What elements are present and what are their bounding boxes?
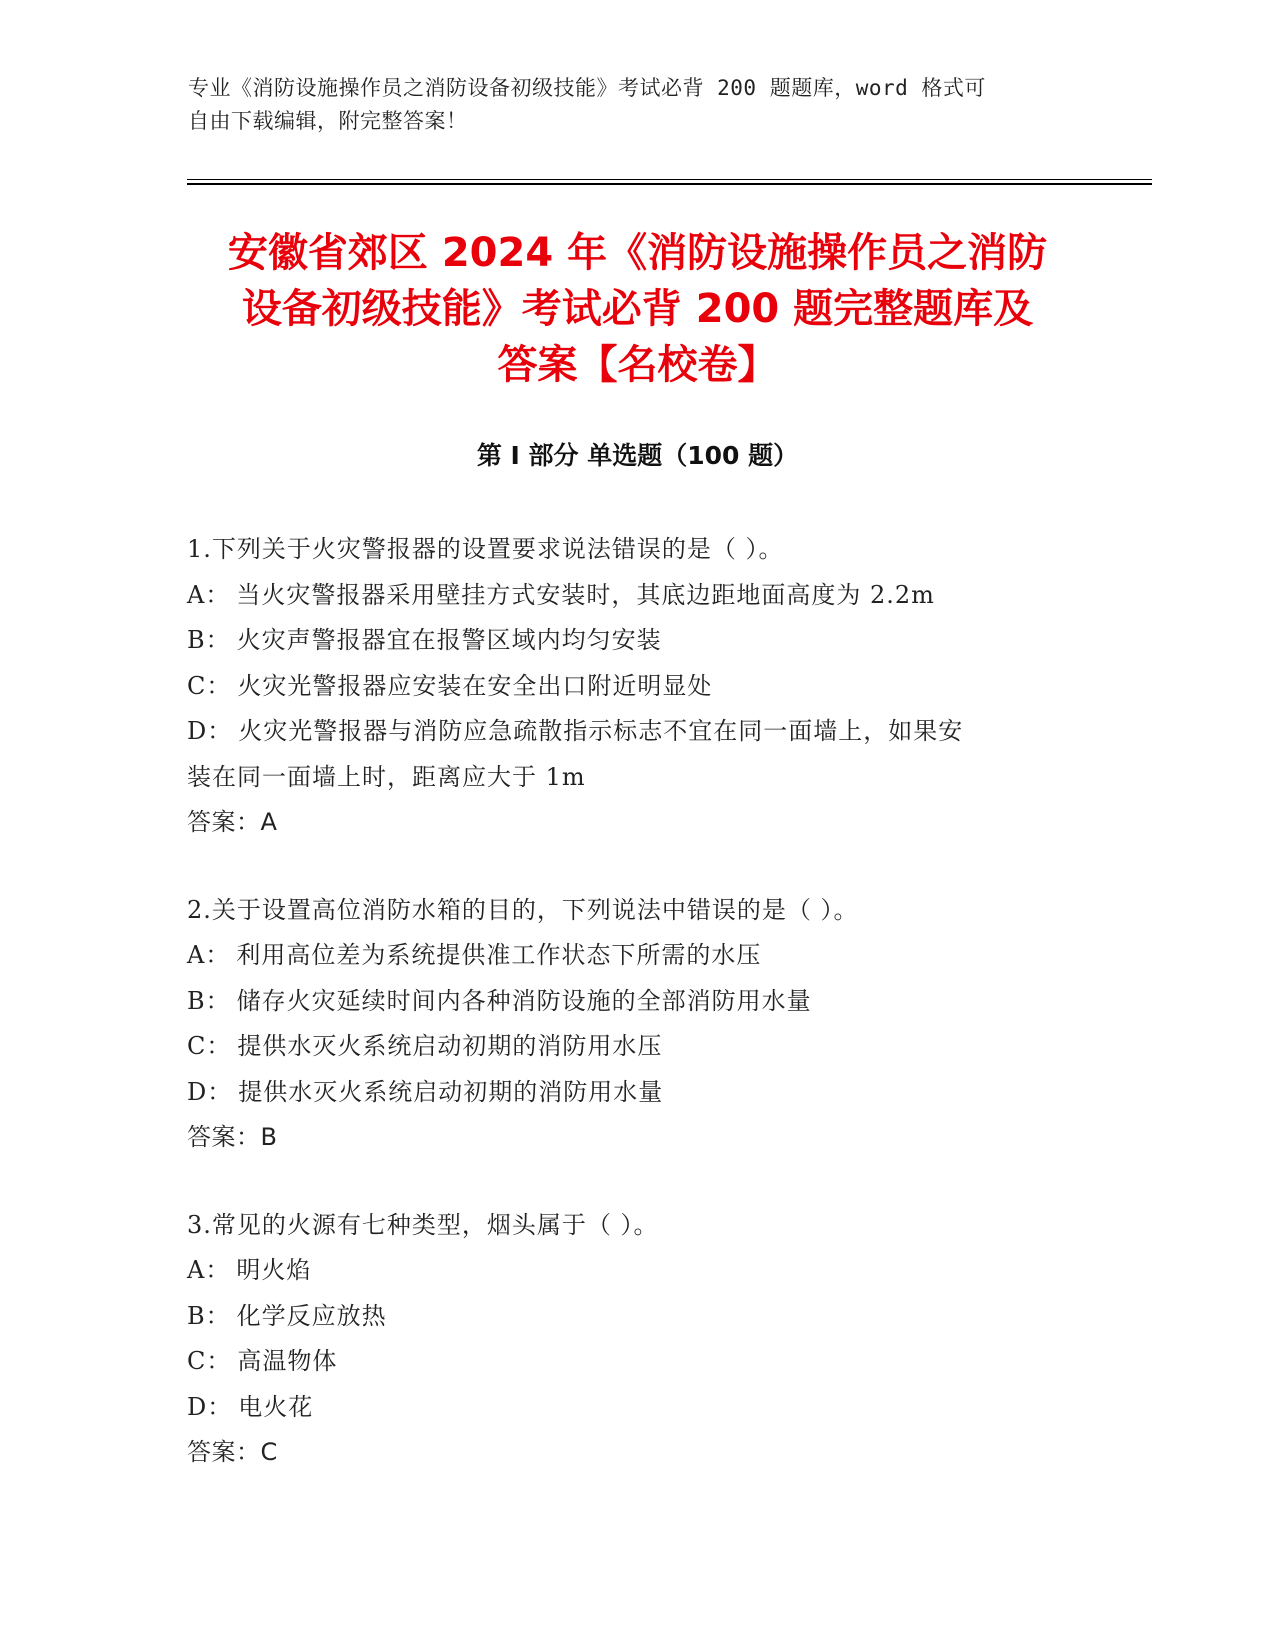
option-key: B： <box>187 1301 231 1330</box>
question-stem: 1.下列关于火灾警报器的设置要求说法错误的是（ ）。 <box>187 535 784 563</box>
option-d <box>187 709 1087 755</box>
option-key: B： <box>187 626 231 654</box>
option-a <box>187 1248 1087 1294</box>
option-key: B： <box>187 986 231 1015</box>
option-text: 储存火灾延续时间内各种消防设施的全部消防用水量 <box>236 986 812 1015</box>
option-text: 当火灾警报器采用壁挂方式安装时，其底边距地面高度为 2.2m <box>236 580 935 609</box>
option-c <box>187 1339 1087 1385</box>
header-note <box>188 72 1068 138</box>
option-d <box>187 1385 1087 1431</box>
answer: 答案：A <box>187 808 278 836</box>
document-title <box>130 225 1145 393</box>
answer: 答案：B <box>187 1123 278 1151</box>
header-divider-top <box>187 179 1152 180</box>
option-key: D： <box>187 1077 233 1106</box>
option-key: C： <box>187 671 232 700</box>
question-stem: 2.关于设置高位消防水箱的目的，下列说法中错误的是（ ）。 <box>187 895 859 924</box>
option-text: 提供水灭火系统启动初期的消防用水压 <box>237 1032 663 1060</box>
option-key: A： <box>187 580 231 609</box>
title-line-2: 设备初级技能》考试必背 200 题完整题库及 <box>241 286 1034 332</box>
answer: 答案：C <box>187 1438 278 1466</box>
question-3 <box>187 1203 1087 1476</box>
option-text: 提供水灭火系统启动初期的消防用水量 <box>238 1077 664 1106</box>
option-b <box>187 979 1087 1025</box>
option-key: A： <box>187 941 231 969</box>
title-line-3: 答案【名校卷】 <box>497 342 778 388</box>
header-note-line-1: 专业《消防设施操作员之消防设备初级技能》考试必背 200 题题库，word 格式可 <box>188 76 986 100</box>
option-b <box>187 1294 1087 1340</box>
option-text: 火灾声警报器宜在报警区域内均匀安装 <box>236 626 662 654</box>
option-key: C： <box>187 1032 232 1060</box>
option-key: D： <box>187 1392 233 1421</box>
option-text: 火灾光警报器应安装在安全出口附近明显处 <box>237 671 713 700</box>
option-c <box>187 664 1087 710</box>
header-divider-bottom <box>187 183 1152 185</box>
option-d-continued: 装在同一面墙上时，距离应大于 1m <box>187 762 586 791</box>
option-b <box>187 618 1087 664</box>
question-stem: 3.常见的火源有七种类型，烟头属于（ ）。 <box>187 1210 659 1239</box>
title-line-1: 安徽省郊区 2024 年《消防设施操作员之消防 <box>227 230 1048 276</box>
option-text: 火灾光警报器与消防应急疏散指示标志不宜在同一面墙上，如果安 <box>238 717 964 745</box>
option-a <box>187 933 1087 979</box>
option-text: 电火花 <box>238 1392 314 1421</box>
option-text: 明火焰 <box>236 1256 312 1284</box>
option-text: 利用高位差为系统提供准工作状态下所需的水压 <box>236 941 762 969</box>
option-d <box>187 1070 1087 1116</box>
option-text: 高温物体 <box>237 1347 338 1375</box>
option-key: D： <box>187 717 233 745</box>
question-1 <box>187 527 1087 846</box>
option-key: C： <box>187 1347 232 1375</box>
section-title: 第 I 部分 单选题（100 题） <box>476 441 799 470</box>
question-list <box>187 527 1087 1518</box>
option-a <box>187 573 1087 619</box>
option-key: A： <box>187 1256 231 1284</box>
header-note-line-2: 自由下载编辑，附完整答案！ <box>188 109 468 133</box>
option-text: 化学反应放热 <box>236 1301 387 1330</box>
question-2 <box>187 888 1087 1161</box>
option-c <box>187 1024 1087 1070</box>
